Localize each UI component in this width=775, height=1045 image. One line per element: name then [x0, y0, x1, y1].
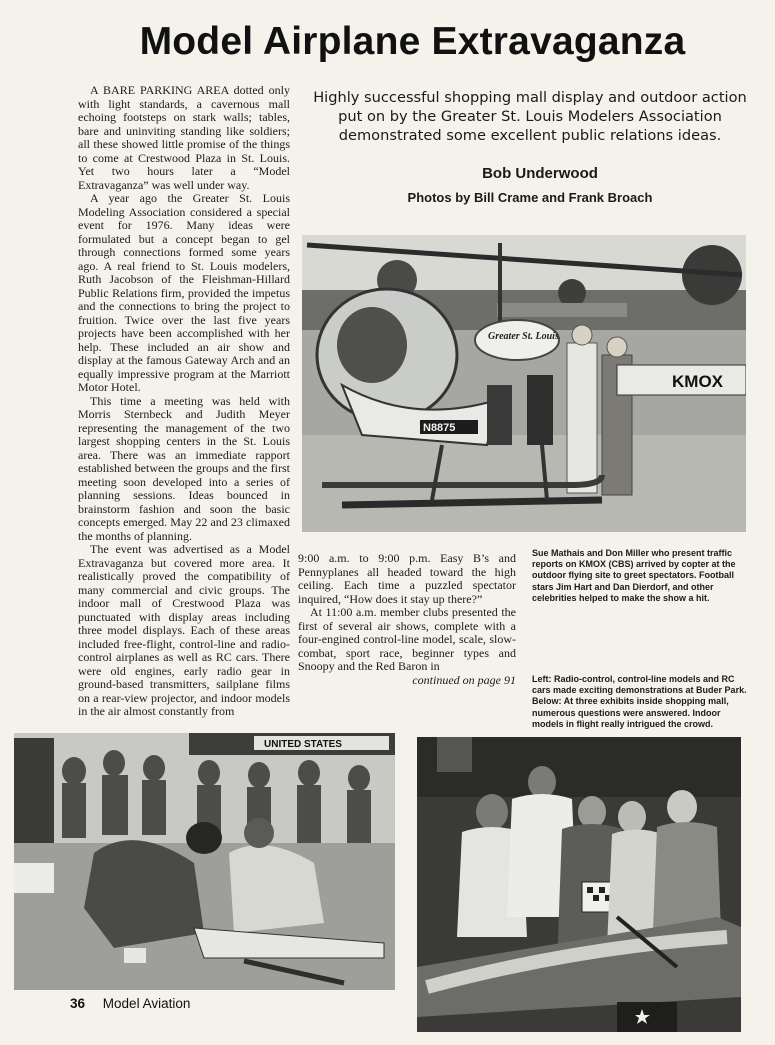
paragraph: At 11:00 a.m. member clubs presented the first of several air shows, complete with a four-engined control-line model, scale, slow-combat, sport race, beginner types and Snoopy and the Red Baron in [298, 605, 516, 673]
helicopter-illustration [302, 235, 746, 532]
magazine-name: Model Aviation [102, 996, 191, 1011]
page-number: 36 [70, 996, 86, 1011]
paragraph: A year ago the Greater St. Louis Modeling Association considered a special event for 1976. Many ideas were formulated but a concept began to gel through connections formed some years ago. A real friend to St. Louis modelers, Ruth Jacobson of the Fleishman-Hillard Public Relations firm, provided the impetus and the connections to bring the project to fruition. Twice over the last five years projects have been accomplished with her help. These included an air show and display at the famous Gateway Arch and an equally impressive program at the Marriott Motor Hotel. [78, 191, 290, 394]
continued-line [298, 674, 516, 688]
photo-helicopter [302, 235, 746, 532]
helicopter-logo: Greater St. Louis [488, 331, 559, 342]
caption-helicopter: Sue Mathais and Don Miller who present traffic reports on KMOX (CBS) arrived by copter at the outdoor flying site to greet spectators. Football stars Jim Hart and Dan Dierdorf, and other celebrities helped to make the show a hit. [532, 548, 736, 603]
article-deck: Highly successful shopping mall display and outdoor action put on by the Greater St. Louis Modelers Association demonstrated some excellent public relations ideas. [313, 89, 747, 144]
paragraph: A BARE PARKING AREA dotted only with light standards, a cavernous mall echoing footsteps on stark walls; tables, bare and uninviting standing like soldiers; all these showed little promise of the things to come at Crestwood Plaza in St. Louis. Yet two hours later a “Model Extravaganza” was well under way. [78, 83, 290, 192]
photo-outdoor-crowd [14, 733, 395, 990]
paragraph: 9:00 a.m. to 9:00 p.m. Easy B’s and Pennyplanes all headed toward the high ceiling. Each time a puzzled spectator inquired, “How does it stay up there?” [298, 551, 516, 606]
paragraph: The event was advertised as a Model Extravaganza but covered more area. It realistically proved the compatibility of many commercial and civic groups. The indoor mall of Crestwood Plaza was punctuated with display areas including three model displays. Each of these areas included free-flight, control-line and radio-control airplanes as well as RC cars. There were old engines, early radio gear in ground-based transmitters, sailplane films on a rear-view projector, and indoor models in the air almost constantly from [78, 542, 290, 718]
paragraph: This time a meeting was held with Morris Sternbeck and Judith Meyer representing the management of the two largest shopping centers in the St. Louis area. There was an immediate rapport established between the groups and the first meeting soon developed into a series of planning sessions. Ideas bounced in brainstorm fashion and soon the basic concepts emerged. May 22 and 23 climaxed the months of planning. [78, 393, 290, 543]
article-headline: Model Airplane Extravaganza [139, 20, 686, 63]
page-footer [70, 996, 190, 1011]
body-column-left [78, 84, 290, 719]
photo-credit: Photos by Bill Crame and Frank Broach [407, 190, 653, 205]
banner-text: KMOX [672, 372, 723, 391]
helicopter-registration: N8875 [423, 422, 456, 434]
continued-note: continued on page 91 [412, 672, 516, 687]
mall-exhibit-illustration [417, 737, 741, 1032]
caption-side: Left: Radio-control, control-line models and RC cars made exciting demonstrations at Buder Park. Below: At three exhibits inside shopping mall, numerous questions were answered. Indoor models in flight really intrigued the crowd. [532, 674, 747, 729]
body-column-middle [298, 552, 516, 687]
sign-text: UNITED STATES [264, 739, 342, 750]
author-byline: Bob Underwood [482, 165, 598, 182]
photo-mall-exhibit [417, 737, 741, 1032]
outdoor-crowd-illustration [14, 733, 395, 990]
